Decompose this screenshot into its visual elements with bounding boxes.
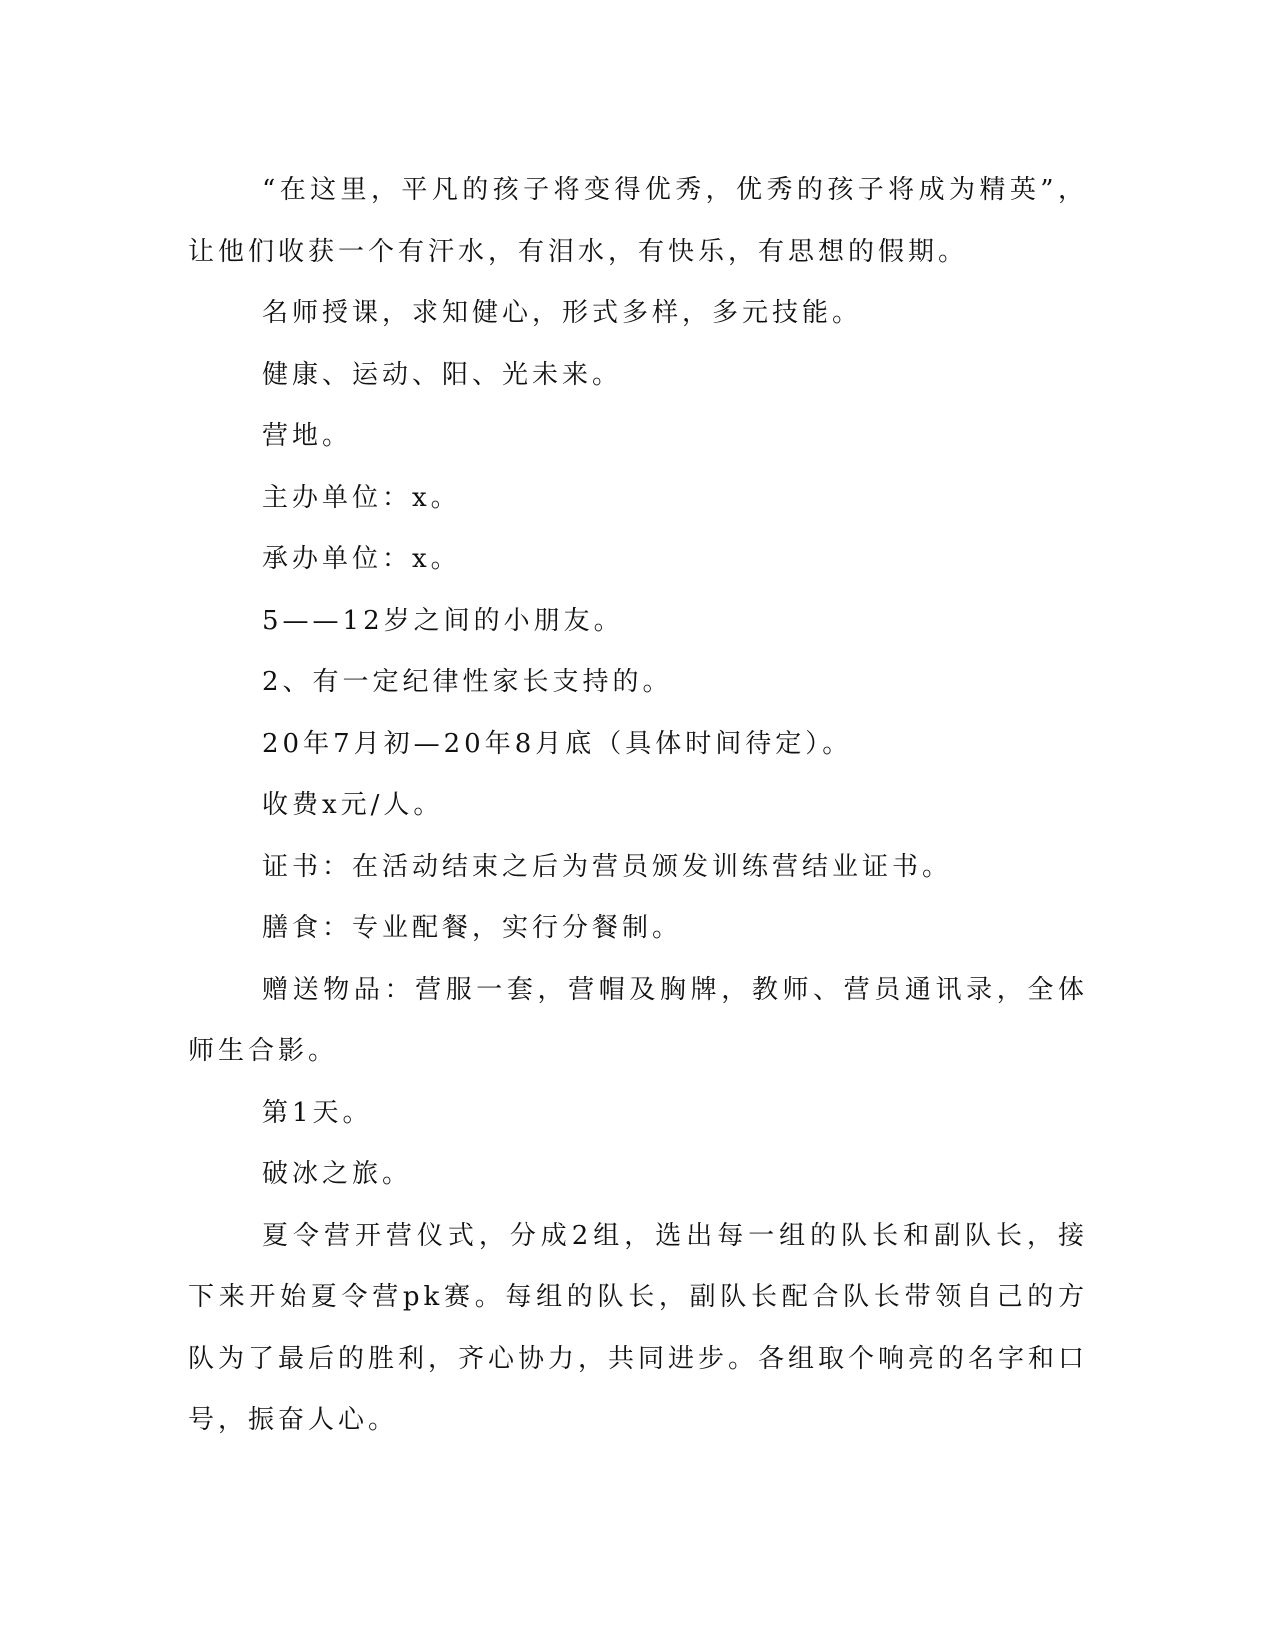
paragraph-dates: 20年7月初—20年8月底（具体时间待定）。	[262, 728, 853, 759]
paragraph-icebreaker: 破冰之旅。	[262, 1159, 413, 1189]
document-body	[188, 160, 1088, 1452]
paragraph-slogan: “在这里，平凡的孩子将变得优秀，优秀的孩子将成为精英”，让他们收获一个有汗水，有泪水，有快乐，有思想的假期。	[188, 175, 1088, 267]
paragraph-teaching: 名师授课，求知健心，形式多样，多元技能。	[262, 298, 863, 328]
paragraph-fee: 收费x元/人。	[262, 790, 444, 820]
paragraph-age-range: 5——12岁之间的小朋友。	[262, 605, 624, 636]
paragraph-certificate: 证书：在活动结束之后为营员颁发训练营结业证书。	[262, 851, 953, 882]
paragraph-camp: 营地。	[262, 421, 353, 451]
paragraph-gifts: 赠送物品：营服一套，营帽及胸牌，教师、营员通讯录，全体师生合影。	[188, 974, 1088, 1066]
paragraph-meals: 膳食：专业配餐，实行分餐制。	[262, 913, 683, 943]
paragraph-organizer: 主办单位：x。	[262, 482, 461, 513]
paragraph-opening: 夏令营开营仪式，分成2组，选出每一组的队长和副队长，接下来开始夏令营pk赛。每组的队长，副队长配合队长带领自己的方队为了最后的胜利，齐心协力，共同进步。各组取个响亮的名字和口号，振奋人心。	[188, 1220, 1089, 1435]
paragraph-theme: 健康、运动、阳、光未来。	[262, 359, 623, 390]
paragraph-day-heading: 第1天。	[262, 1097, 373, 1128]
paragraph-requirement: 2、有一定纪律性家长支持的。	[262, 667, 673, 697]
paragraph-co-organizer: 承办单位：x。	[262, 544, 461, 574]
